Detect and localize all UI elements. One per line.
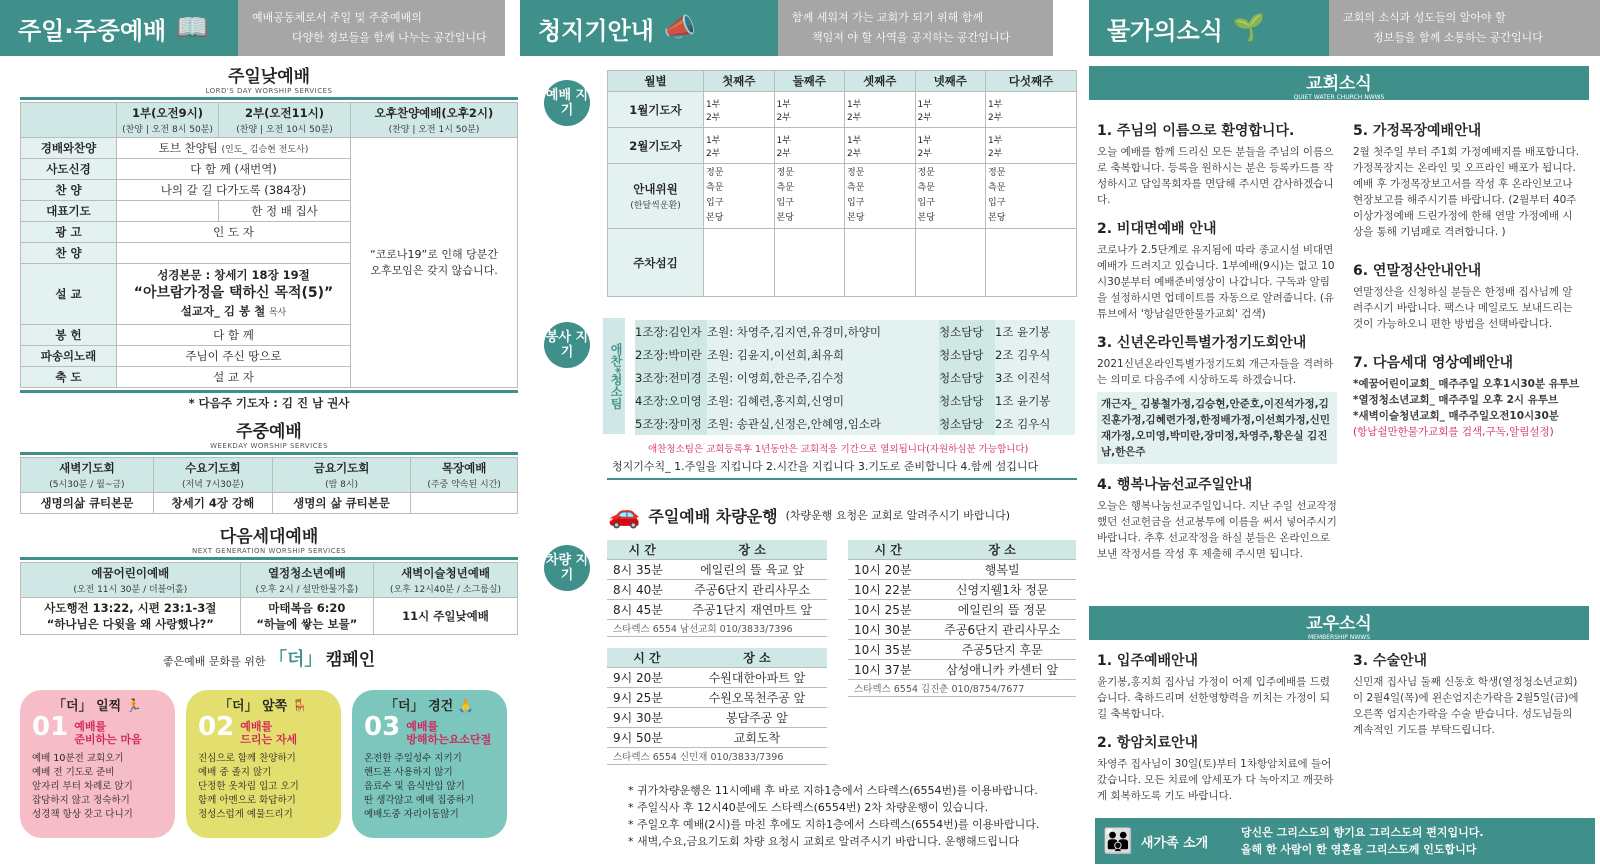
plant-icon: 🌱 — [1232, 13, 1266, 43]
news-right: 5. 가정목장예배안내 2월 첫주일 부터 주1회 가정예배지를 배포합니다. 가정목장지는 온라인 및 오프라인 배포가 됩니다. 예배 후 가정목장보고서를 작성 후 온라인보고나 현장보고를 해주시기를 바랍니다. (2월부터 40주 이상가정예배 드린가정에 한해 연말 가정예배 시상을 통해 기념패로 격려합니다. ) 6. 연말정산안내안내 연말정산을 신청하실 분들은 한정배 집사님께 알려주시기 바랍니다. 팩스나 메일로도 보내드리는 것이 가능하오니 편한 방법을 선택바랍니다. 7. 다음세대 영상예배안내 *예꿈어린이교회_ 매주주일 오후1시30분 유투브 *열정청소년교회_ 매주주일 오후 2시 유투브 *새벽이슬청년교회_ 매주주일오전10시30분 (항남쉴만한물가교회를 검색,구독,알림설정) — [1353, 123, 1580, 438]
pill-service-steward: 봉사 지기 — [544, 322, 590, 368]
vehicle-table-3: 시 간 장 소 10시 20분 행복빌 10시 22분 신영지웰1차 정문 10시 25분 에일린의 뜰 정문 10시 30분 주공6단지 관리사무소 10시 35분 주공5단지 후문 10시 37분 삼성애니카 카센터 앞 스타렉스 6554 김진춘 010/8754/7677 — [848, 540, 1076, 697]
worship-column: 주일낮예배 LORD'S DAY WORSHIP SERVICES 1부(오전9시) (찬양 | 오전 8시 50분) 2부(오전11시) (찬양 | 오전 10시 50분) 오후찬양예배(오후2시) (찬양 | 오전 1시 50분) 경배와찬양 토브 찬양팀 (인도_ 김승현 전도사) “코로나19”로 인해 당분간 오후모임은 갖지 않습니다. 사도신경 다 함 께 (새번역) 찬 양 나의 갈 길 다가도록 (384장) 대표기도 한 정 배 집사 광 고 인 도 자 찬 양 설 교 성경본문 : 창세기 18장 19절 “아브람가정을 택하신 목적(5)” 설교자_ 김 봉 철 목사 봉 헌 다 함 께 파송의노래 주님이 주신 땅으로 축 도 설 교 자 * 다음주 기도자 : 김 진 남 권사 주중예배 WEEKDAY WORSHIP SERVICES 새벽기도회 (5시30분 / 월~금) 수요기도회 (저녁 7시30분) 금요기도회 (밤 8시) 목장예배 (주중 약속된 시간) 생명의삶 큐티본문 창세기 4장 강해 생명의 삶 큐티본문 다음세대예배 NEXT GENERATION WORSHIP SERVICES 예꿈어린이예배 (오전 11시 30분 / 더블어홀) 열정청소년예배 (오후 2시 / 설만한물가홀) 새벽이슬청년예배 (오후 12시40분 / 소그룹실) 사도행전 13:22, 시편 23:1-3절 “하나님은 다윗을 왜 사랑했나?” 마태복음 6:20 “하늘에 쌓는 보물” 11시 주일낮예배 좋은예배 문화를 위한 「더」 캠페인 — [20, 62, 518, 671]
schedule-table: 월별 첫째주 둘째주 셋째주 넷째주 다섯째주 1월기도자 1부 2부 1부 2부 1부 2부 1부 2부 1부 2부 2월기도자 1부 2부 1부 2부 1부 2부 1부 2부 1부 2부 안내위원 (한달씩운환) 정문 측문 입구 본당 정문 측문 입구 본당 정문 측문 입구 본당 정문 측문 입구 본당 정문 측문 입구 본당 주차섬김 — [607, 70, 1077, 297]
header-title-news: 물가의소식 🌱 — [1089, 0, 1329, 56]
header-worship: 주일·주중예배 📖 예배공동체로서 주일 및 주중예배의 다양한 정보들을 함께 나누는 공간입니다 — [0, 0, 505, 56]
church-news-header: 교회소식 QUIET WATER CHURCH NWWS — [1089, 66, 1589, 100]
header-title-worship: 주일·주중예배 📖 — [0, 0, 238, 56]
header-title-steward: 청지기안내 📣 — [520, 0, 778, 56]
campaign-card-piety: 「더」 경건 🙏 03 예배를 방해하는요소단절 온전한 주일성수 지키기 핸드폰 사용하지 않기 음료수 및 음식반입 않기 딴 생각않고 예배 집중하기 예배도중 자리이동않기 — [352, 690, 507, 838]
vehicle-notes: * 귀가차량운행은 11시예배 후 바로 지하1층에서 스타렉스(6554번)를 이용바랍니다. * 주일식사 후 12시40분에도 스타렉스(6554번) 2차 차량운행이 있습니다. * 주일오후 예배(2시)를 마친 후에도 지하1층에서 스타렉스(6554번)를 이용바랍니다. * 새벽,수요,금요기도회 차량 요청시 교회로 알려주시기 바랍니다. 운행해드립니다 — [628, 784, 1040, 848]
running-icon: 🏃 — [125, 699, 142, 714]
campaign-card-early: 「더」 일찍 🏃 01 예배를 준비하는 마음 예배 10분전 교회오기 예배 전 기도로 준비 앞자리 부터 차례로 앉기 잡담하지 않고 정숙하기 성경책 항상 갖고 다니기 — [20, 690, 175, 838]
nextgen-title: 다음세대예배 — [219, 527, 319, 547]
megaphone-icon: 📣 — [663, 13, 697, 43]
service-note: 애찬청소팀은 교회등록후 1년동안은 교회적응 기간으로 열외됩니다(자원하심분 가능합니다) — [648, 444, 1029, 455]
lords-day-table: 1부(오전9시) (찬양 | 오전 8시 50분) 2부(오전11시) (찬양 | 오전 10시 50분) 오후찬양예배(오후2시) (찬양 | 오전 1시 50분) 경배와찬양 토브 찬양팀 (인도_ 김승현 전도사) “코로나19”로 인해 당분간 오후모임은 갖지 않습니다. 사도신경 다 함 께 (새번역) 찬 양 나의 갈 길 다가도록 (384장) 대표기도 한 정 배 집사 광 고 인 도 자 찬 양 설 교 성경본문 : 창세기 18장 19절 “아브람가정을 택하신 목적(5)” 설교자_ 김 봉 철 목사 봉 헌 다 함 께 파송의노래 주님이 주신 땅으로 축 도 설 교 자 — [20, 102, 518, 388]
pill-worship-steward: 예배 지기 — [544, 80, 590, 126]
car-icon: 🚗 — [608, 500, 641, 530]
family-icon: 👪 — [1103, 827, 1133, 855]
covid-notice: “코로나19”로 인해 당분간 오후모임은 갖지 않습니다. — [351, 138, 518, 388]
news-left: 1. 주님의 이름으로 환영합니다. 오늘 예배를 함께 드리신 모든 분들을 주님의 이름으로 축복합니다. 등록을 원하시는 분은 등록카드를 작성하시고 담임목회자를 면담해 주시면 감사하겠습니다. 2. 비대면예배 안내 코로나가 2.5단계로 유지됨에 따라 종교시설 비대면예배가 드려지고 있습니다. 1부예배(9시)는 없고 10시30분부터 예배준비영상이 나갑니다. 구독과 알림을 설정하시면 업데이트를 자동으로 알려줍니다. (유튜브에서 '항남쉴만한물가교회' 검색) 3. 신년온라인특별가정기도회안내 2021신년온라인특별가정기도회 개근자들을 격려하는 의미로 다음주에 시상하도록 하겠습니다. 개근자_ 김봉철가정,김승현,안준호,이진석가정,김진훈가정,김혜련가정,한정배가정,이선희가정,신민재가정,오미영,박미란,장미정,차영주,황은실 김진남,한은주 4. 행복나눔선교주일안내 오늘은 행복나눔선교주일입니다. 지난 주일 선교작정했던 선교헌금을 선교봉투에 이름을 써서 넣어주시기 바랍니다. 추후 선교작정을 하실 분들은 온라인으로 보낸 작정서를 작성 후 제출해 주시면 됩니다. — [1097, 123, 1337, 560]
member-news: 교우소식 MEMBERSHIP NWWS 1. 입주예배안내 윤기봉,홍지희 집사님 가정이 어제 입주예배를 드렸습니다. 축하드리며 선한영향력을 끼치는 가정이 되길 축복합니다. 2. 항암치료안내 차영주 집사님이 30일(토)부터 1차항암치료에 들어 갔습니다. 모든 치료에 암세포가 다 녹아지고 깨끗하게 회복하도록 기도 바랍니다. 3. 수술안내 신민재 집사님 둘째 신동호 학생(열정청소년교회) 이 2월4일(목)에 왼손엄지손가락을 2월5일(금)에 오른쪽 엄지손가락을 수술 받습니다. 성도님들의 계속적인 기도를 부탁드립니다. — [1089, 606, 1589, 804]
new-family-footer: 👪 새가족 소개 당신은 그리스도의 향기요 그리스도의 편지입니다. 올해 한 사람이 한 영혼을 그리스도께 인도합니다 — [1095, 818, 1595, 864]
vehicle-table-1: 시 간 장 소 8시 35분 에일린의 뜰 육교 앞 8시 40분 주공6단지 관리사무소 8시 45분 주공1단지 재연마트 앞 스타렉스 6554 남선교회 010/3833/7396 — [607, 540, 827, 637]
campaign-title: 좋은예배 문화를 위한 「더」 캠페인 — [162, 649, 376, 670]
header-steward: 청지기안내 📣 함께 세워져 가는 교회가 되기 위해 함께 책임져 야 할 사역을 공지하는 공간입니다 — [520, 0, 1053, 56]
lords-day-title: 주일낮예배 — [227, 67, 311, 87]
next-prayer: * 다음주 기도자 : 김 진 남 권사 — [188, 396, 350, 410]
vehicle-table-2: 시 간 장 소 9시 20분 수원대한아파트 앞 9시 25분 수원오목천주공 앞 9시 30분 봉담주공 앞 9시 50분 교회도착 스타렉스 6554 신민재 010/3833/7396 — [607, 648, 827, 765]
member-news-header: 교우소식 MEMBERSHIP NWWS — [1089, 606, 1589, 640]
sitting-icon: 🪑 — [291, 699, 308, 714]
campaign-card-front: 「더」 앞쪽 🪑 02 예배를 드리는 자세 진심으로 함께 찬양하기 예배 중 졸지 않기 단정한 옷차림 입고 오기 함께 아멘으로 화답하기 정성스럽게 예물드리기 — [186, 690, 341, 838]
service-side-label: 애찬*청소팀 — [603, 318, 625, 434]
sermon-cell: 성경본문 : 창세기 18장 19절 “아브람가정을 택하신 목적(5)” 설교자_ 김 봉 철 목사 — [117, 264, 351, 325]
bible-icon: 📖 — [176, 13, 209, 43]
weekday-table: 새벽기도회 (5시30분 / 월~금) 수요기도회 (저녁 7시30분) 금요기도회 (밤 8시) 목장예배 (주중 약속된 시간) 생명의삶 큐티본문 창세기 4장 강해 생명의 삶 큐티본문 — [20, 457, 518, 514]
pill-vehicle-steward: 차량 지기 — [544, 545, 590, 591]
steward-rules: 청지기수칙_ 1.주일을 지킵니다 2.시간을 지킵니다 3.기도로 준비합니다 4.함께 섬깁니다 — [612, 460, 1039, 473]
weekday-title: 주중예배 — [236, 422, 302, 442]
nextgen-table: 예꿈어린이예배 (오전 11시 30분 / 더블어홀) 열정청소년예배 (오후 2시 / 설만한물가홀) 새벽이슬청년예배 (오후 12시40분 / 소그룹실) 사도행전 13:22, 시편 23:1-3절 “하나님은 다윗을 왜 사랑했나?” 마태복음 6:20 “하늘에 쌓는 보물” 11시 주일낮예배 — [20, 562, 518, 635]
praying-icon: 🙏 — [457, 699, 474, 714]
news-column — [1089, 66, 1589, 562]
service-table: 1조장:김인자 조원: 차영주,김지연,유경미,하양미 청소담당 1조 윤기봉 2조장:박미란 조원: 김윤지,이선희,최유희 청소담당 2조 김우식 3조장:전미경 조원: 이영희,한은주,김수정 청소담당 3조 이진석 4조장:오미영 조원: 김혜련,홍지희,신영미 청소담당 1조 윤기봉 5조장:장미정 조원: 송관실,신정은,안혜영,임소라 청소담당 2조 김우식 — [635, 320, 1075, 435]
schedule-section — [607, 70, 1077, 297]
vehicle-title: 🚗 주일예배 차량운행 (차량운행 요청은 교회로 알려주시기 바랍니다) — [608, 500, 1011, 530]
header-news: 물가의소식 🌱 교회의 소식과 성도들의 알아야 할 정보들을 함께 소통하는 공간입니다 — [1089, 0, 1600, 56]
